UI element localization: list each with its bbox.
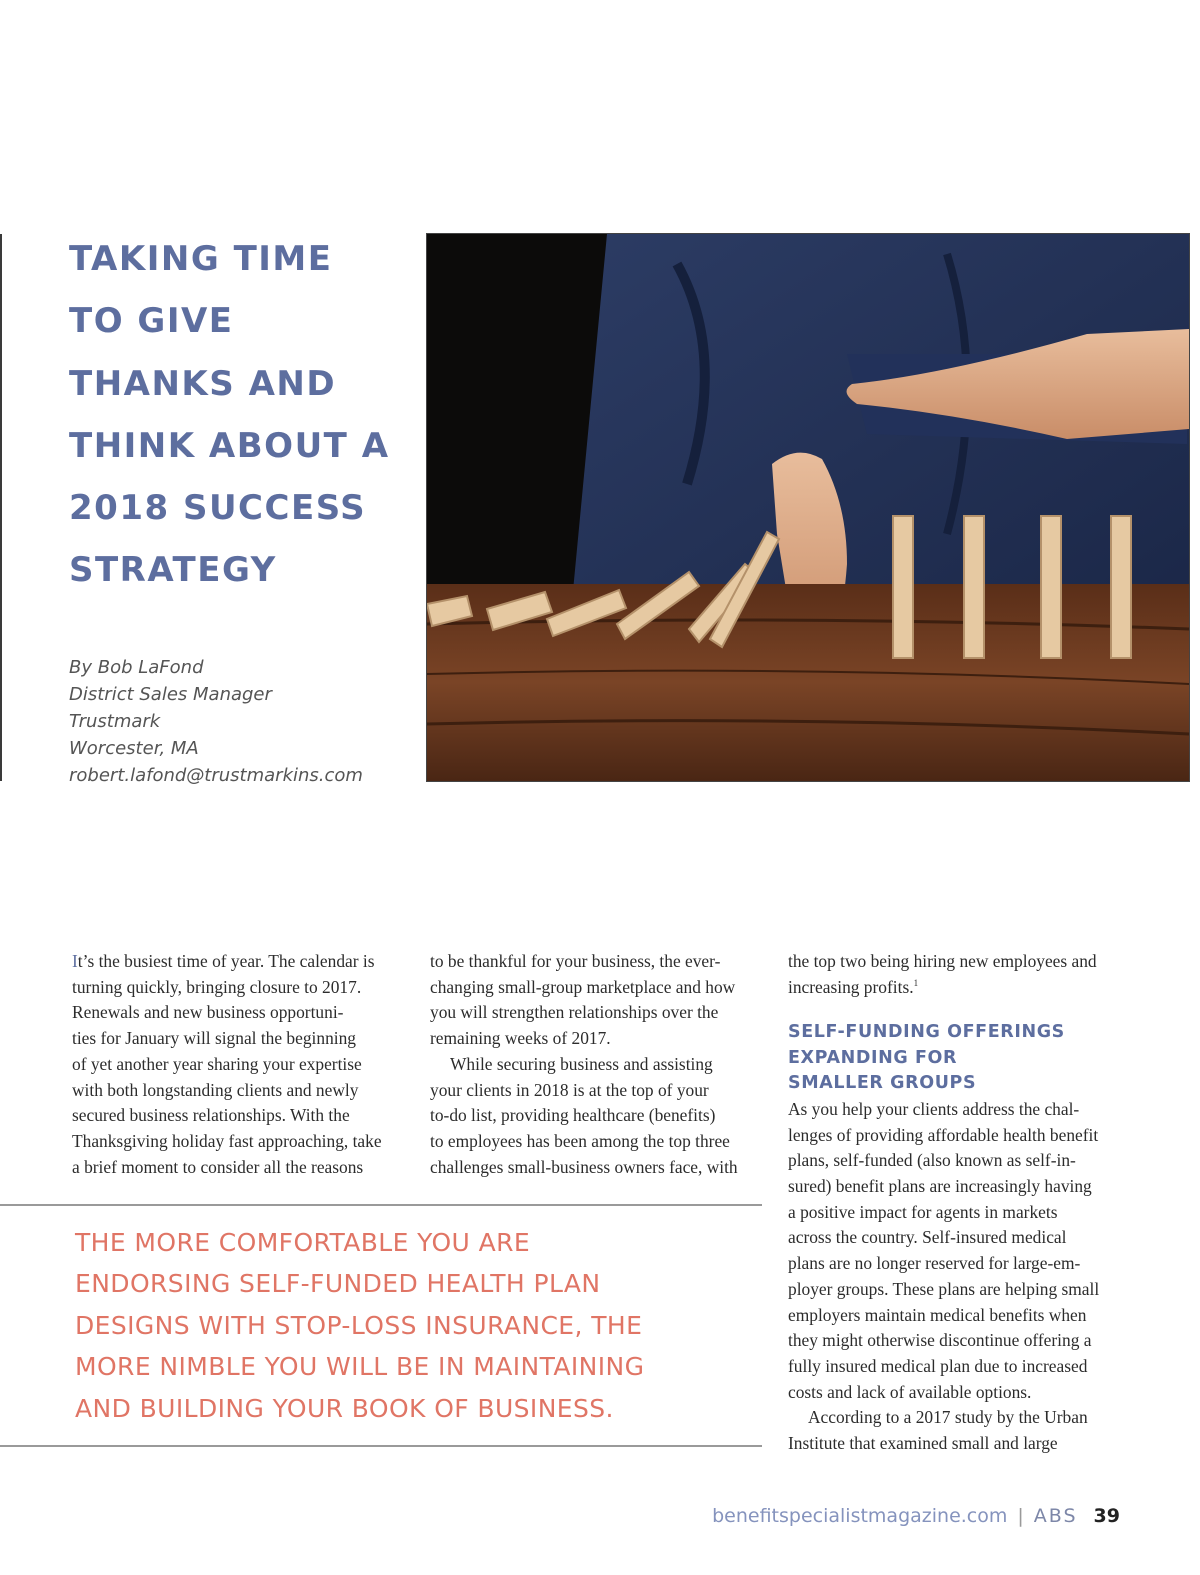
section-subhead [788,1020,1124,1097]
title-line: TO GIVE [69,301,234,342]
pullquote-line: DESIGNS WITH STOP-LOSS INSURANCE, THE [75,1310,643,1340]
text-line: employers maintain medical benefits when [788,1304,1087,1325]
text-line: While securing business and assisting [450,1053,713,1074]
footer-separator: | [1017,1505,1024,1527]
text-line-with-footnote [788,975,1124,1001]
author-role: District Sales Manager [69,684,272,705]
text-line: a brief moment to consider all the reasons [72,1156,364,1177]
section-label: ABS [1033,1505,1078,1527]
text-line: to employees has been among the top three [430,1130,730,1151]
body-column-1 [72,949,406,1180]
text-line: secured business relationships. With the [72,1105,350,1126]
text-line: As you help your clients address the chal- [788,1098,1080,1119]
text-line: costs and lack of available options. [788,1381,1032,1402]
author-email: robert.lafond@trustmarkins.com [69,765,363,786]
text-line: plans are no longer reserved for large-em- [788,1253,1081,1274]
pullquote-line: THE MORE COMFORTABLE YOU ARE [75,1228,531,1257]
text-line: you will strengthen relationships over the [430,1002,719,1023]
text-line: plans, self-funded (also known as self-in- [788,1150,1076,1171]
body-column-3 [788,949,1124,1457]
paragraph [788,1405,1124,1456]
text-line: turning quickly, bringing closure to 2017. [72,976,362,997]
pullquote-top-rule [0,1204,762,1206]
drop-cap: I [72,951,78,971]
author-location: Worcester, MA [69,738,199,759]
text-line: across the country. Self-insured medical [788,1227,1067,1248]
author-name: By Bob LaFond [69,657,204,678]
page-footer [712,1505,1120,1527]
body-column-2 [430,949,764,1180]
pullquote-line: MORE NIMBLE YOU WILL BE IN MAINTAINING [75,1352,645,1382]
text-line: ties for January will signal the beginning [72,1028,356,1049]
text-line: changing small-group marketplace and how [430,976,736,997]
text-line: fully insured medical plan due to increased [788,1355,1088,1376]
text-line: your clients in 2018 is at the top of your [430,1079,709,1100]
text-line: t’s the busiest time of year. The calendar is [77,951,375,971]
text-line: Renewals and new business opportuni- [72,1002,344,1023]
text-line: lenges of providing affordable health benefit [788,1124,1099,1145]
pullquote-line: ENDORSING SELF-FUNDED HEALTH PLAN [75,1269,601,1299]
text-line: a positive impact for agents in markets [788,1201,1058,1222]
text-line: to be thankful for your business, the ever- [430,951,721,971]
paragraph [788,949,1124,1000]
author-company: Trustmark [69,711,161,732]
text-line: to-do list, providing healthcare (benefits) [430,1105,716,1126]
pullquote-line: AND BUILDING YOUR BOOK OF BUSINESS. [75,1393,614,1423]
author-byline [69,654,363,789]
footnote-marker: 1 [913,977,919,988]
photo-illustration [427,234,1189,781]
paragraph [72,949,406,1180]
left-margin-rule [0,234,2,781]
text-line: of yet another year sharing your expertise [72,1053,362,1074]
text-line: challenges small-business owners face, with [430,1156,738,1177]
subhead-line: SMALLER GROUPS [788,1073,977,1094]
page-number: 39 [1093,1505,1120,1527]
magazine-website-link[interactable]: benefitspecialistmagazine.com [712,1505,1008,1527]
title-line: TAKING TIME [69,239,333,279]
text-line: Thanksgiving holiday fast approaching, take [72,1130,382,1151]
paragraph [788,1097,1124,1405]
text-line: sured) benefit plans are increasingly having [788,1176,1092,1197]
paragraph [430,1052,764,1181]
title-line: 2018 SUCCESS [69,488,367,529]
subhead-line: EXPANDING FOR [788,1047,958,1068]
text-line: Institute that examined small and large [788,1433,1058,1454]
pullquote-bottom-rule [0,1445,762,1447]
dominoes-hand-photo [426,233,1190,782]
text-line: with both longstanding clients and newly [72,1079,359,1100]
article-title [69,228,419,602]
subhead-line: SELF-FUNDING OFFERINGS [788,1022,1065,1043]
first-line [72,949,406,975]
text-line: remaining weeks of 2017. [430,1028,611,1049]
title-line: THANKS AND [69,363,337,404]
text-line: According to a 2017 study by the Urban [808,1407,1088,1428]
pull-quote [75,1222,755,1429]
title-line: STRATEGY [69,550,277,591]
text-line: increasing profits. [788,976,914,997]
text-line: they might otherwise discontinue offering a [788,1330,1092,1351]
paragraph [430,949,764,1052]
title-line: THINK ABOUT A [69,425,390,466]
text-line: the top two being hiring new employees and [788,951,1097,971]
text-line: ployer groups. These plans are helping small [788,1278,1100,1299]
